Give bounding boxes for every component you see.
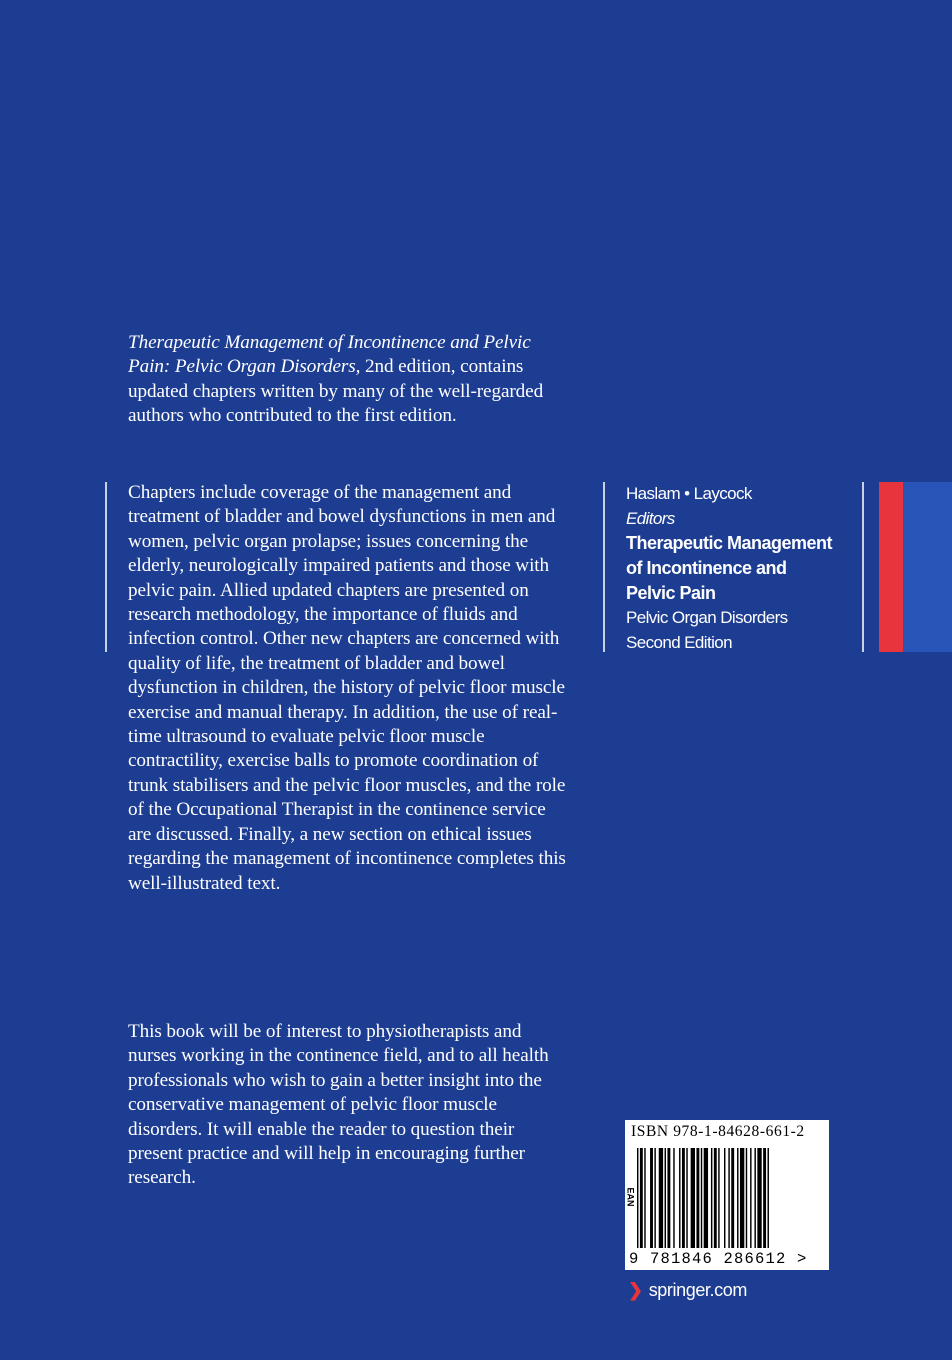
title-line-1: Therapeutic Management	[626, 533, 833, 553]
publisher-link[interactable]	[628, 1280, 747, 1301]
blue-stripe	[903, 482, 952, 652]
isbn-label: ISBN 978-1-84628-661-2	[631, 1123, 805, 1140]
right-divider	[862, 482, 864, 652]
edition: Second Edition	[626, 632, 732, 652]
blurb-intro	[128, 331, 568, 429]
title-line-2: of Incontinence and	[626, 558, 787, 578]
chevron-right-icon: ❯	[628, 1280, 643, 1300]
red-stripe	[879, 482, 903, 652]
barcode	[625, 1120, 829, 1270]
barcode-bars	[637, 1148, 813, 1248]
subtitle: Pelvic Organ Disorders	[626, 608, 788, 627]
authors: Haslam • Laycock	[626, 484, 752, 503]
barcode-digits: 9 781846 286612 >	[629, 1250, 808, 1268]
editors-label: Editors	[626, 508, 675, 528]
ean-label: EAN	[625, 1187, 636, 1207]
title-line-3: Pelvic Pain	[626, 583, 716, 603]
blurb-audience: This book will be of interest to physiotherapists and nurses working in the continence field, and to all health professionals who wish to gain a better insight into the conservative management of pelvic floor muscle disorders. It will enable the reader to question their present practice and will help in encouraging further research.	[128, 1021, 549, 1189]
blurb-chapters: Chapters include coverage of the management and treatment of bladder and bowel dysfunctions in men and women, pelvic organ prolapse; issues concerning the elderly, neurologically impaired patients and those with pelvic pain. Allied updated chapters are presented on research methodology, the importance of fluids and infection control. Other new chapters are concerned with quality of life, the treatment of bladder and bowel dysfunction in children, the history of pelvic floor muscle exercise and manual therapy. In addition, the use of real-time ultrasound to evaluate pelvic floor muscle contractility, exercise balls to promote coordination of trunk stabilisers and the pelvic floor muscles, and the role of the Occupational Therapist in the continence service are discussed. Finally, a new section on ethical issues regarding the management of incontinence completes this well-illustrated text.	[128, 482, 566, 894]
title-block	[603, 482, 867, 652]
left-divider	[105, 482, 107, 652]
book-title-italic: Therapeutic Management of Incontinence and Pelvic Pain: Pelvic Organ Disorders,	[128, 332, 531, 378]
blurb-intro-text: 2nd edition, contains updated chapters written by many of the well-regarded authors who contributed to the first edition.	[128, 356, 544, 427]
publisher-url: springer.com	[648, 1280, 747, 1300]
